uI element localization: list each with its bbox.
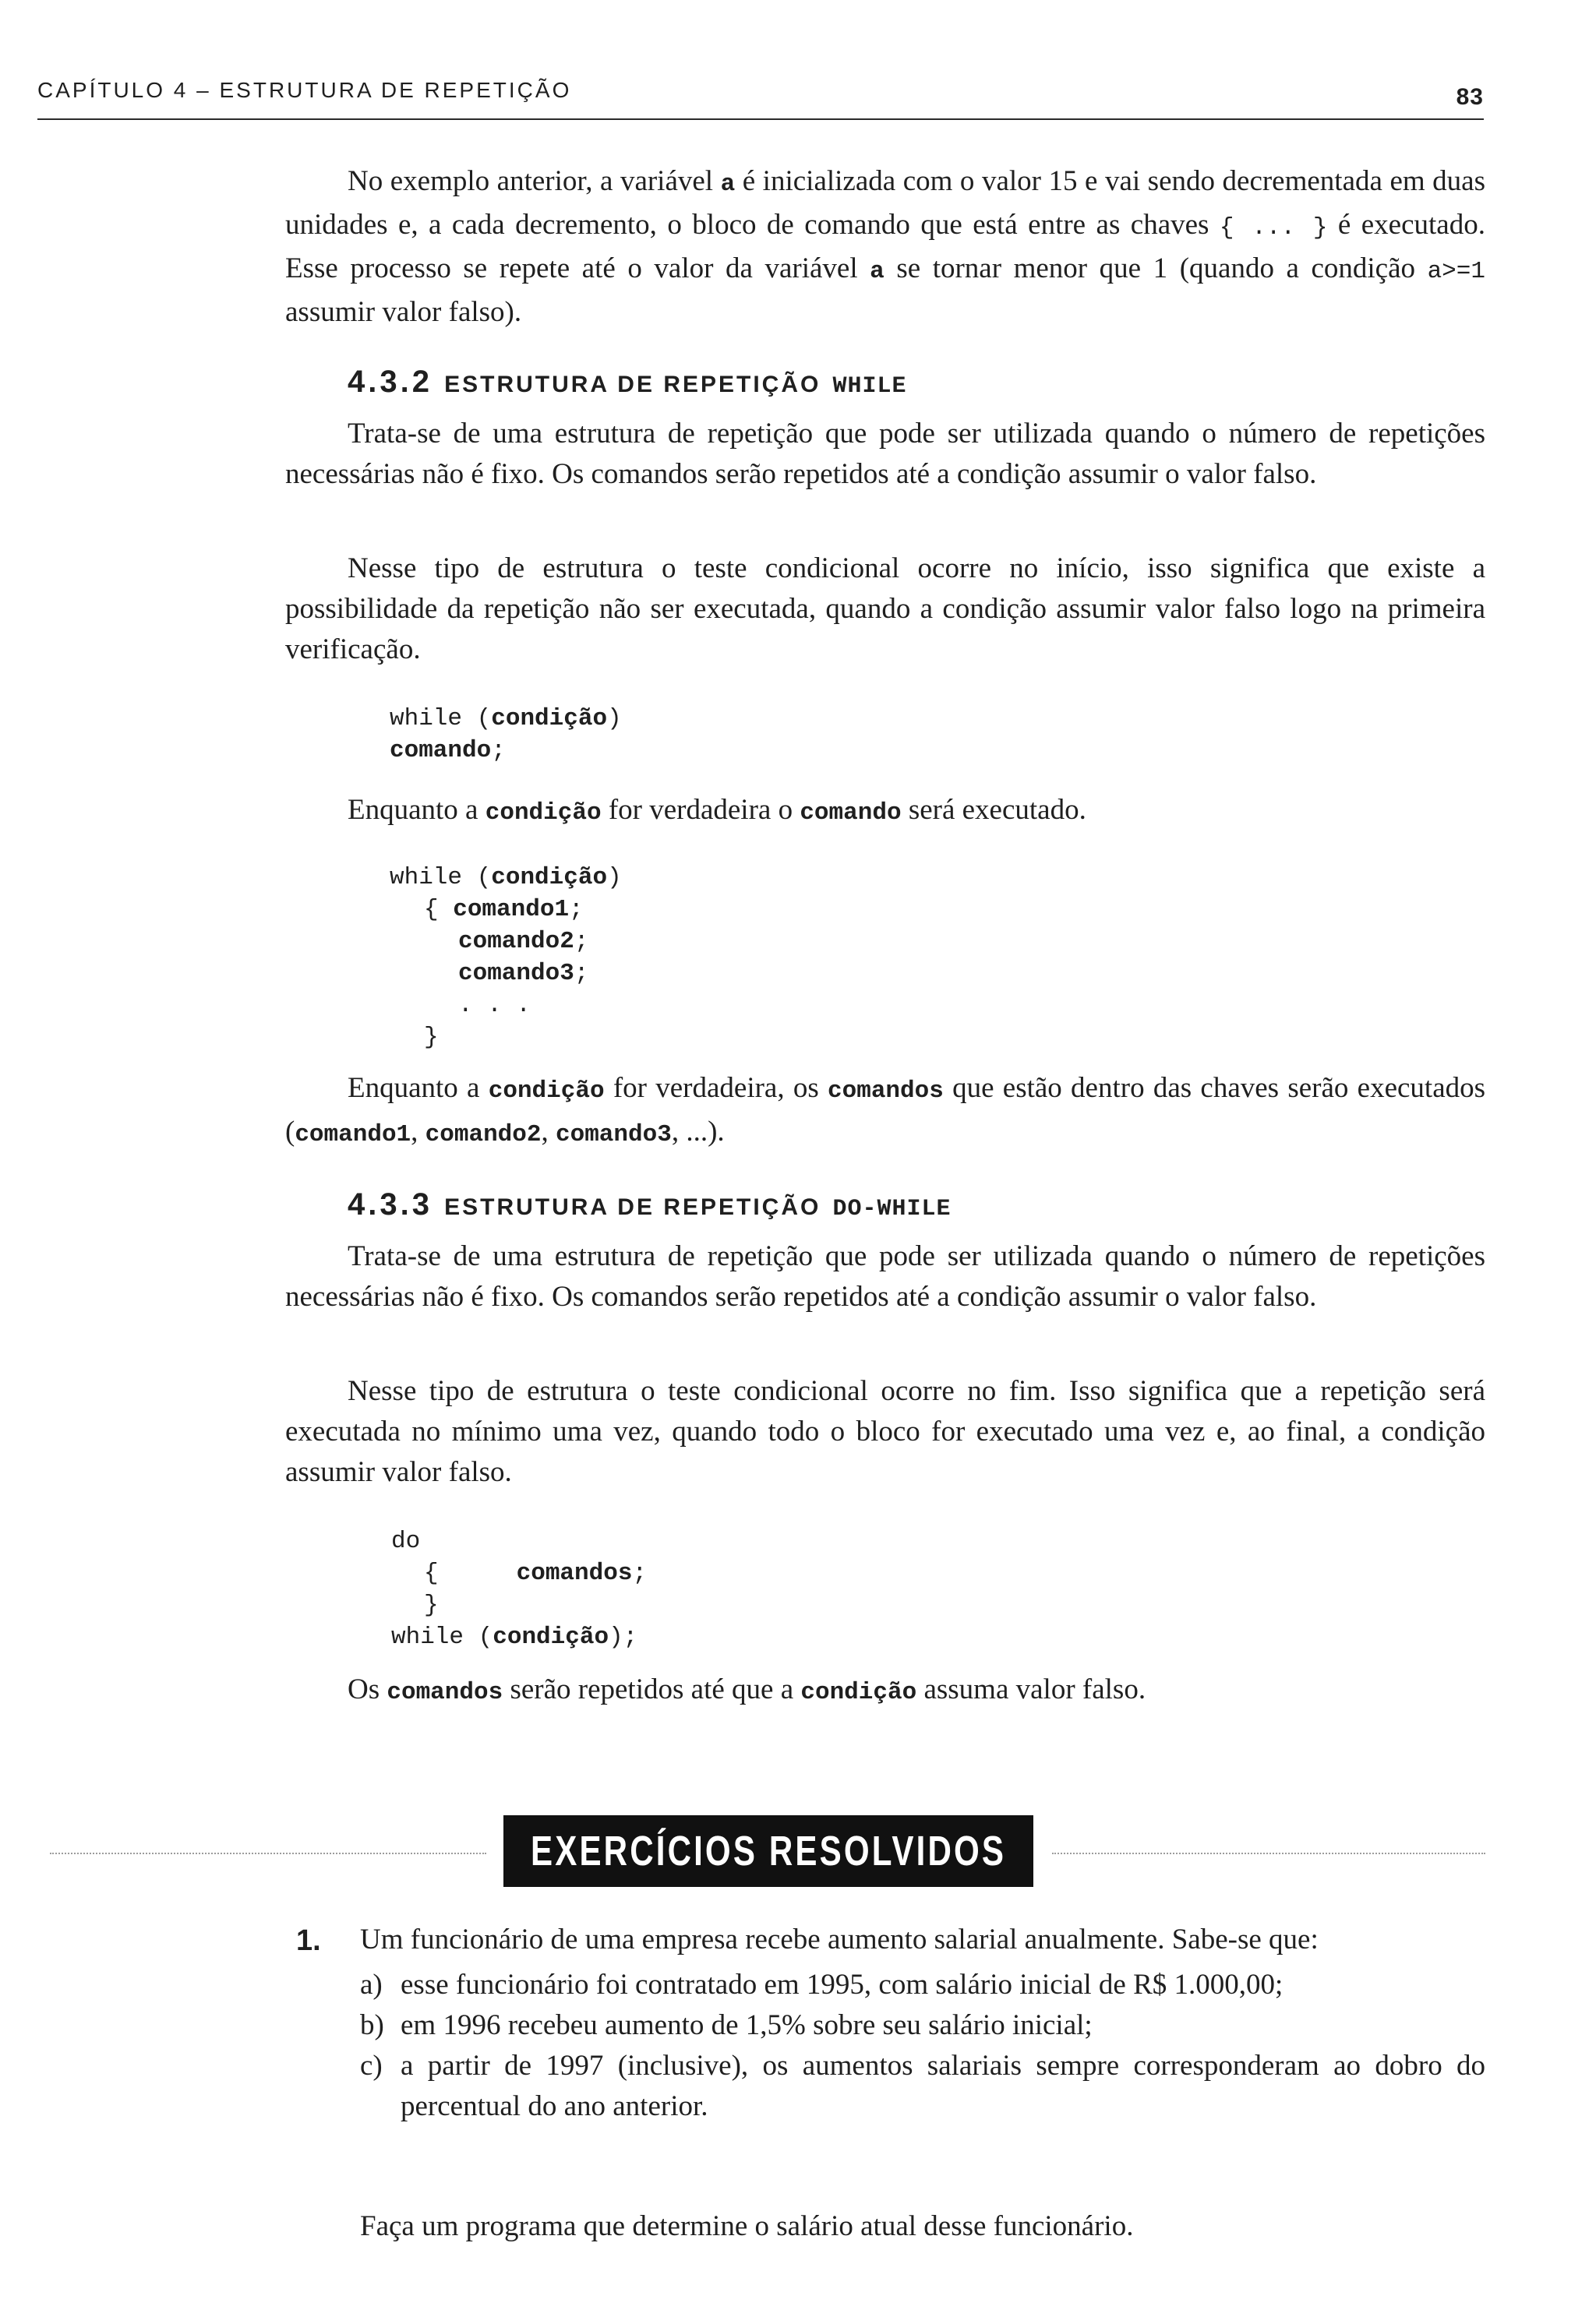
chapter-title: CAPÍTULO 4 – ESTRUTURA DE REPETIÇÃO xyxy=(37,78,572,102)
exercise-item: a) esse funcionário foi contratado em 1995, com salário inicial de R$ 1.000,00; xyxy=(360,1969,1284,2001)
exercise-item: b) em 1996 recebeu aumento de 1,5% sobre seu salário inicial; xyxy=(360,2009,1093,2041)
intro-paragraph: No exemplo anterior, a variável a é inicializada com o valor 15 e vai sendo decrementada em duas unidades e, a cada decremento, o bloco de comando que está entre as chaves { ... } é executado. Esse processo se repete até o valor da variável a se tornar menor que 1 (quando a condição a>=1 assumir valor falso). xyxy=(285,165,1485,328)
exercise-task: Faça um programa que determine o salário atual desse funcionário. xyxy=(360,2210,1134,2242)
variable-a: a xyxy=(870,258,885,285)
do-while-paragraph-2: Nesse tipo de estrutura o teste condicional ocorre no fim. Isso significa que a repetição será executada no mínimo uma vez, quando todo o bloco for executado uma vez e, ao final, a condição assumir valor falso. xyxy=(285,1375,1485,1488)
code-line: { comando1; xyxy=(424,896,584,923)
code-line: comando3; xyxy=(458,960,589,987)
braces-code: { ... } xyxy=(1219,214,1328,242)
while-paragraph-1: Trata-se de uma estrutura de repetição que pode ser utilizada quando o número de repetições necessárias não é fixo. Os comandos serão repetidos até a condição assumir o valor falso. xyxy=(285,418,1485,490)
condition-code: a>=1 xyxy=(1427,258,1485,285)
while-paragraph-4: Enquanto a condição for verdadeira, os comandos que estão dentro das chaves serão executados (comando1, comando2, comando3, ...). xyxy=(285,1072,1486,1148)
banner-rule-right xyxy=(1052,1853,1485,1854)
while-paragraph-3: Enquanto a condição for verdadeira o comando será executado. xyxy=(348,794,1086,827)
code-line: while (condição) xyxy=(390,705,622,732)
exercise-number: 1. xyxy=(296,1924,321,1957)
exercise-item: c) a partir de 1997 (inclusive), os aumentos salariais sempre corresponderam ao dobro do percentual do ano anterior. xyxy=(360,2050,1485,2122)
exercises-banner xyxy=(503,1815,1033,1887)
banner-rule-left xyxy=(50,1853,486,1854)
do-while-paragraph-1: Trata-se de uma estrutura de repetição que pode ser utilizada quando o número de repetições necessárias não é fixo. Os comandos serão repetidos até a condição assumir o valor falso. xyxy=(285,1240,1485,1313)
variable-a: a xyxy=(720,171,736,198)
code-line: comando; xyxy=(390,737,506,764)
running-header xyxy=(37,72,1484,120)
code-line: . . . xyxy=(458,992,531,1019)
code-line: do xyxy=(391,1528,421,1555)
code-line: { comandos; xyxy=(424,1560,648,1587)
section-heading-while: 4.3.2 ESTRUTURA DE REPETIÇÃO WHILE xyxy=(348,365,907,400)
exercise-statement: Um funcionário de uma empresa recebe aumento salarial anualmente. Sabe-se que: xyxy=(360,1924,1319,1955)
while-paragraph-2: Nesse tipo de estrutura o teste condicional ocorre no início, isso significa que existe a possibilidade da repetição não ser executada, quando a condição assumir valor falso logo na primeira verificação. xyxy=(285,552,1485,665)
do-while-paragraph-3: Os comandos serão repetidos até que a condição assuma valor falso. xyxy=(348,1673,1146,1706)
code-line: while (condição); xyxy=(391,1624,638,1651)
code-line: } xyxy=(424,1592,439,1619)
exercises-banner-title: EXERCÍCIOS RESOLVIDOS xyxy=(530,1828,1007,1874)
code-line: } xyxy=(424,1024,439,1051)
section-heading-do-while: 4.3.3 ESTRUTURA DE REPETIÇÃO DO-WHILE xyxy=(348,1187,952,1222)
code-line: comando2; xyxy=(458,928,589,955)
code-line: while (condição) xyxy=(390,864,622,891)
page-number: 83 xyxy=(1456,84,1484,110)
